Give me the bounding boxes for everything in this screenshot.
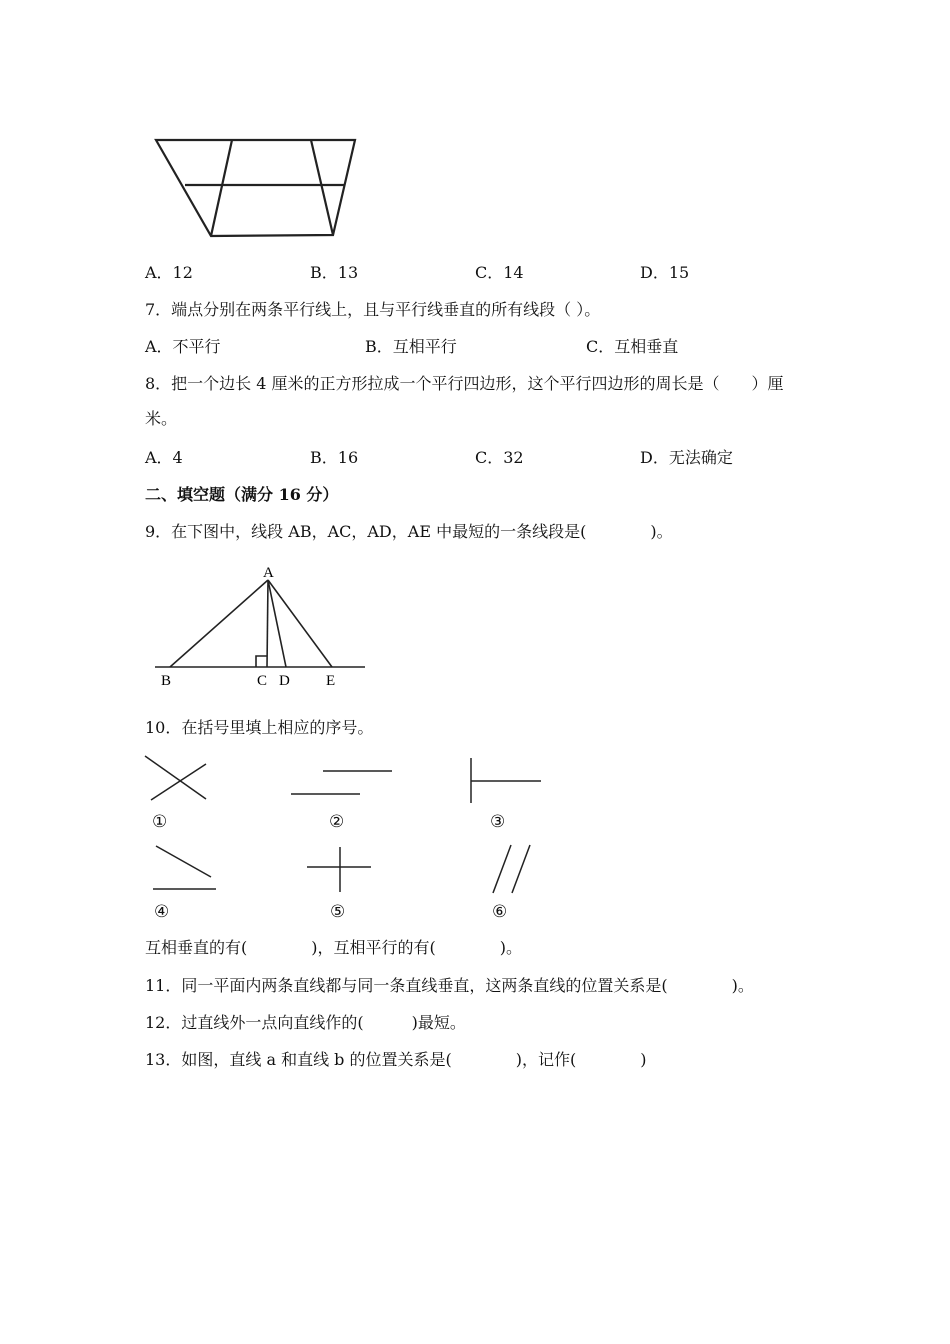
q8-text-line2: 米。 — [145, 409, 178, 428]
label-d: D — [279, 673, 290, 689]
figure-label-3: ③ — [490, 812, 506, 832]
q8-option-c[interactable]: C．32 — [475, 448, 524, 467]
q8-option-d[interactable]: D．无法确定 — [640, 448, 733, 467]
figure-label-5: ⑤ — [330, 902, 346, 922]
section-heading: 二、填空题（满分 16 分） — [145, 485, 339, 504]
q10-answer-line: 互相垂直的有( )，互相平行的有( )。 — [145, 938, 522, 957]
q7-option-a[interactable]: A．不平行 — [145, 337, 221, 356]
q8-option-b[interactable]: B．16 — [310, 448, 359, 467]
q13-text: 13．如图，直线 a 和直线 b 的位置关系是( )，记作( ) — [145, 1050, 647, 1069]
q8-option-a[interactable]: A．4 — [145, 448, 183, 467]
q6-option-d[interactable]: D．15 — [640, 263, 690, 282]
q6-option-c[interactable]: C．14 — [475, 263, 524, 282]
figure-label-2: ② — [329, 812, 345, 832]
q7-option-b[interactable]: B．互相平行 — [365, 337, 457, 356]
label-e: E — [326, 673, 336, 689]
q7-text: 7．端点分别在两条平行线上，且与平行线垂直的所有线段（ ）。 — [145, 300, 601, 319]
figure-label-4: ④ — [154, 902, 170, 922]
label-c: C — [257, 673, 268, 689]
figure-label-6: ⑥ — [492, 902, 508, 922]
label-a: A — [263, 565, 274, 581]
q8-text-line1: 8．把一个边长 4 厘米的正方形拉成一个平行四边形，这个平行四边形的周长是（ ）厘 — [145, 374, 784, 393]
q7-option-c[interactable]: C．互相垂直 — [586, 337, 679, 356]
q9-text: 9．在下图中，线段 AB，AC，AD，AE 中最短的一条线段是( )。 — [145, 522, 673, 541]
q12-text: 12．过直线外一点向直线作的( )最短。 — [145, 1013, 466, 1032]
q6-option-a[interactable]: A．12 — [145, 263, 193, 282]
q11-text: 11．同一平面内两条直线都与同一条直线垂直，这两条直线的位置关系是( )。 — [145, 976, 754, 995]
q6-option-b[interactable]: B．13 — [310, 263, 359, 282]
label-b: B — [161, 673, 172, 689]
q10-text: 10．在括号里填上相应的序号。 — [145, 718, 374, 737]
figure-label-1: ① — [152, 812, 168, 832]
